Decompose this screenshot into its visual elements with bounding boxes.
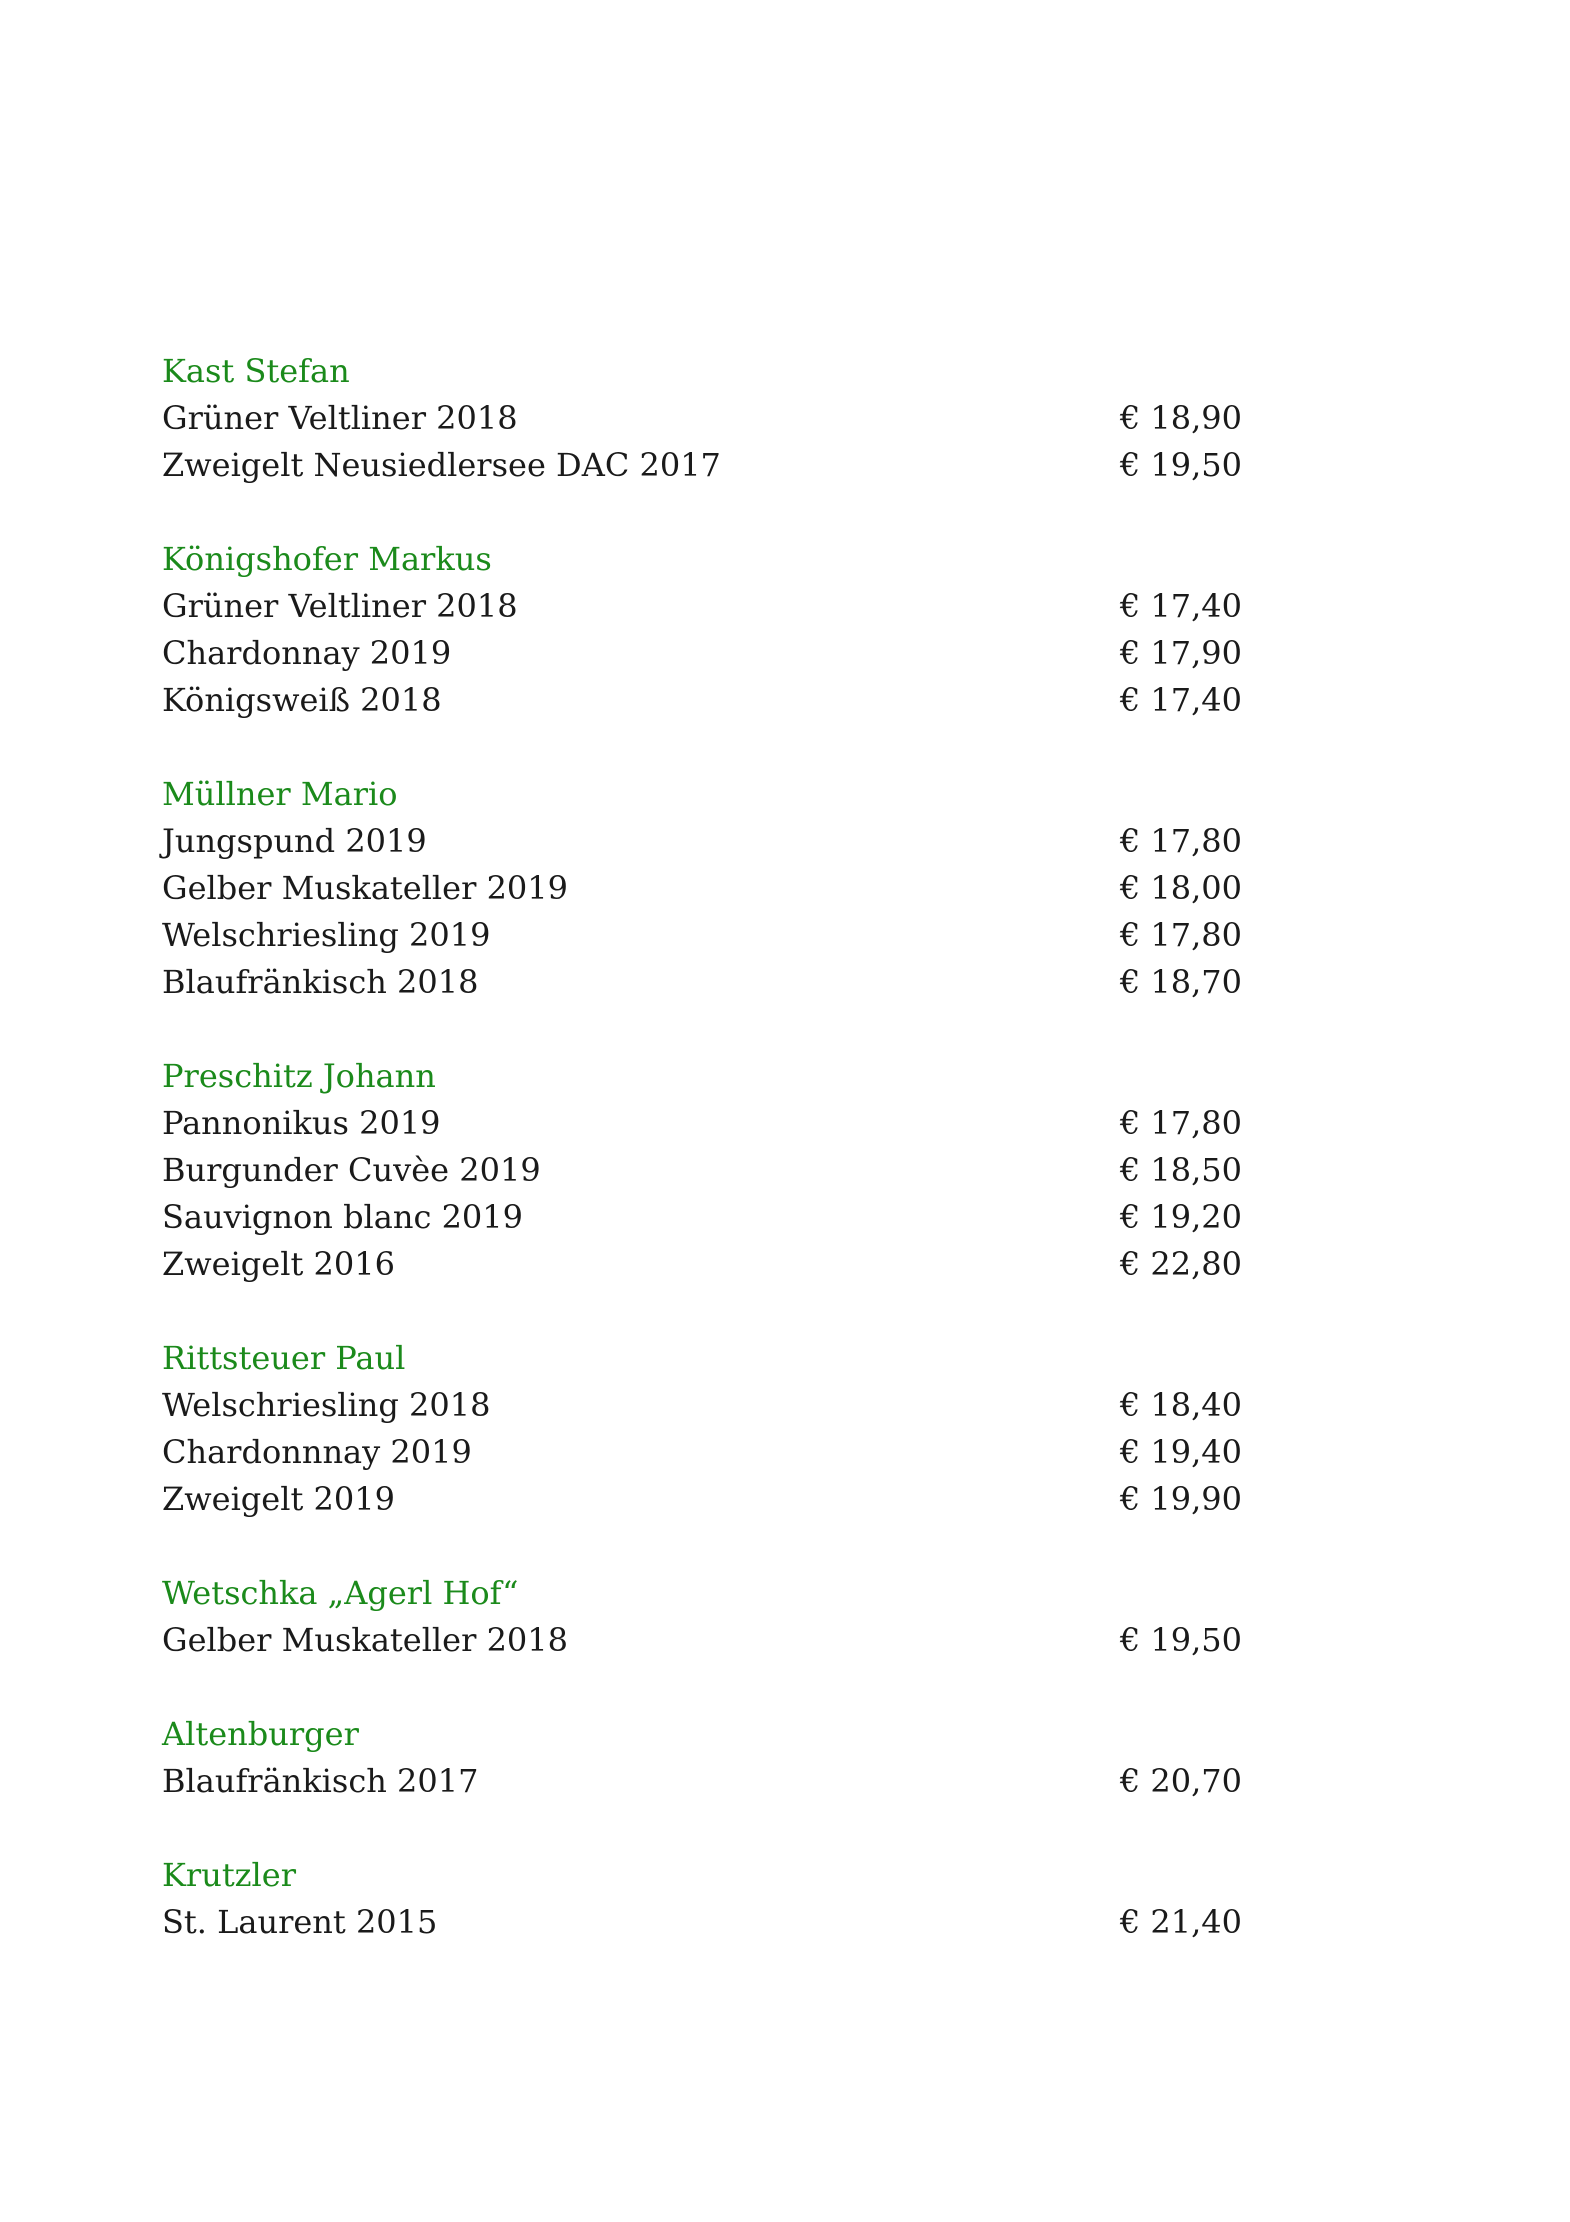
wine-price: € 18,70 [1119, 963, 1242, 1001]
wine-name: Grüner Veltliner 2018 [162, 587, 518, 625]
wine-name: Burgunder Cuvèe 2019 [162, 1151, 541, 1189]
wine-name: Zweigelt Neusiedlersee DAC 2017 [162, 446, 721, 484]
producer-section [162, 1570, 1242, 1664]
wine-name: Gelber Muskateller 2018 [162, 1621, 568, 1659]
wine-name: Blaufränkisch 2018 [162, 963, 479, 1001]
producer-name: Krutzler [162, 1856, 296, 1894]
wine-row [162, 865, 1242, 912]
wine-price: € 21,40 [1119, 1903, 1242, 1941]
wine-row [162, 395, 1242, 442]
producer-section [162, 1335, 1242, 1523]
wine-row [162, 1617, 1242, 1664]
wine-row [162, 1429, 1242, 1476]
producer-name: Preschitz Johann [162, 1057, 436, 1095]
wine-price: € 18,90 [1119, 399, 1242, 437]
wine-price: € 17,80 [1119, 1104, 1242, 1142]
producer-section [162, 536, 1242, 724]
producer-section [162, 348, 1242, 489]
wine-price: € 20,70 [1119, 1762, 1242, 1800]
wine-price: € 17,80 [1119, 916, 1242, 954]
wine-name: Chardonnnay 2019 [162, 1433, 472, 1471]
wine-name: Gelber Muskateller 2019 [162, 869, 568, 907]
wine-row [162, 1758, 1242, 1805]
wine-row [162, 1100, 1242, 1147]
producer-section [162, 771, 1242, 1006]
producer-name: Wetschka „Agerl Hof“ [162, 1574, 519, 1612]
producer-name: Königshofer Markus [162, 540, 492, 578]
wine-name: Zweigelt 2019 [162, 1480, 395, 1518]
wine-price: € 17,40 [1119, 587, 1242, 625]
wine-price: € 17,40 [1119, 681, 1242, 719]
wine-row [162, 677, 1242, 724]
producer-section [162, 1711, 1242, 1805]
wine-row [162, 630, 1242, 677]
wine-row [162, 1382, 1242, 1429]
wine-row [162, 912, 1242, 959]
producer-name: Kast Stefan [162, 352, 350, 390]
wine-price: € 19,40 [1119, 1433, 1242, 1471]
wine-price: € 19,90 [1119, 1480, 1242, 1518]
wine-price: € 19,50 [1119, 1621, 1242, 1659]
wine-name: Blaufränkisch 2017 [162, 1762, 479, 1800]
producer-section [162, 1053, 1242, 1288]
wine-row [162, 818, 1242, 865]
wine-price: € 19,50 [1119, 446, 1242, 484]
wine-price: € 18,00 [1119, 869, 1242, 907]
wine-name: Welschriesling 2018 [162, 1386, 491, 1424]
wine-name: Grüner Veltliner 2018 [162, 399, 518, 437]
producer-name: Rittsteuer Paul [162, 1339, 406, 1377]
producer-name: Altenburger [162, 1715, 359, 1753]
producer-name: Müllner Mario [162, 775, 398, 813]
wine-name: St. Laurent 2015 [162, 1903, 438, 1941]
wine-price: € 17,90 [1119, 634, 1242, 672]
wine-name: Königsweiß 2018 [162, 681, 442, 719]
wine-price: € 17,80 [1119, 822, 1242, 860]
wine-row [162, 1241, 1242, 1288]
wine-price: € 18,40 [1119, 1386, 1242, 1424]
wine-row [162, 442, 1242, 489]
wine-price: € 18,50 [1119, 1151, 1242, 1189]
wine-name: Jungspund 2019 [162, 822, 427, 860]
wine-row [162, 1147, 1242, 1194]
wine-row [162, 959, 1242, 1006]
wine-price: € 22,80 [1119, 1245, 1242, 1283]
wine-name: Chardonnay 2019 [162, 634, 452, 672]
wine-row [162, 583, 1242, 630]
wine-name: Welschriesling 2019 [162, 916, 491, 954]
wine-menu [162, 348, 1242, 1993]
wine-name: Sauvignon blanc 2019 [162, 1198, 523, 1236]
producer-section [162, 1852, 1242, 1946]
wine-name: Pannonikus 2019 [162, 1104, 441, 1142]
wine-row [162, 1899, 1242, 1946]
wine-row [162, 1476, 1242, 1523]
wine-row [162, 1194, 1242, 1241]
wine-name: Zweigelt 2016 [162, 1245, 395, 1283]
wine-price: € 19,20 [1119, 1198, 1242, 1236]
